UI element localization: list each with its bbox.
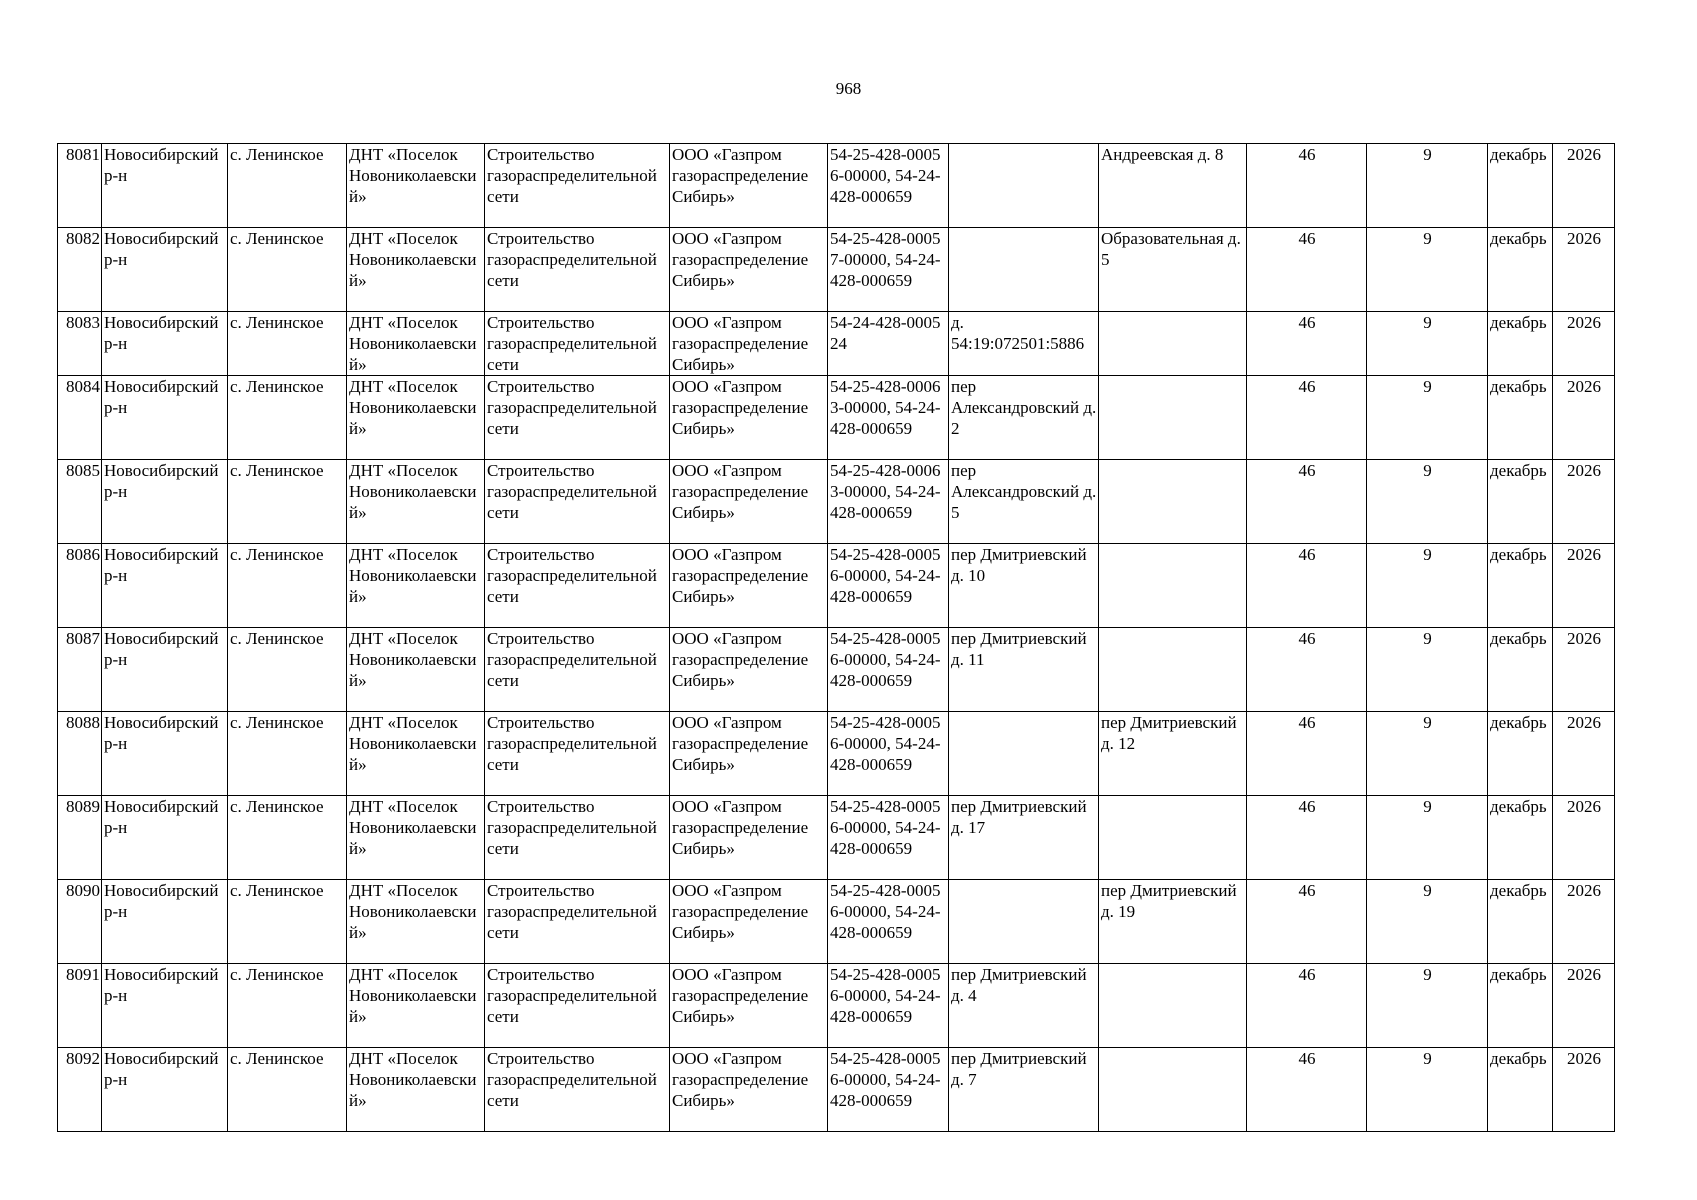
locality-cell: ДНТ «Поселок Новониколаевский» bbox=[347, 712, 485, 796]
value-46-cell: 46 bbox=[1247, 964, 1367, 1048]
address-alt-cell: пер Дмитриевский д. 12 bbox=[1099, 712, 1247, 796]
work-type-cell: Строительство газораспределительной сети bbox=[485, 796, 670, 880]
address-alt-cell: пер Дмитриевский д. 19 bbox=[1099, 880, 1247, 964]
year-cell: 2026 bbox=[1553, 796, 1615, 880]
row-number: 8090 bbox=[58, 880, 102, 964]
locality-cell: ДНТ «Поселок Новониколаевский» bbox=[347, 964, 485, 1048]
month-cell: декабрь bbox=[1488, 228, 1553, 312]
month-cell: декабрь bbox=[1488, 460, 1553, 544]
value-9-cell: 9 bbox=[1367, 712, 1488, 796]
address-cell bbox=[949, 712, 1099, 796]
address-alt-cell bbox=[1099, 312, 1247, 376]
year-cell: 2026 bbox=[1553, 1048, 1615, 1132]
organization-cell: ООО «Газпром газораспределение Сибирь» bbox=[670, 312, 828, 376]
settlement-cell: с. Ленинское bbox=[228, 376, 347, 460]
value-9-cell: 9 bbox=[1367, 1048, 1488, 1132]
organization-cell: ООО «Газпром газораспределение Сибирь» bbox=[670, 228, 828, 312]
value-46-cell: 46 bbox=[1247, 144, 1367, 228]
value-9-cell: 9 bbox=[1367, 228, 1488, 312]
month-cell: декабрь bbox=[1488, 544, 1553, 628]
settlement-cell: с. Ленинское bbox=[228, 628, 347, 712]
address-alt-cell bbox=[1099, 376, 1247, 460]
value-46-cell: 46 bbox=[1247, 880, 1367, 964]
table-row bbox=[58, 712, 1615, 796]
year-cell: 2026 bbox=[1553, 880, 1615, 964]
value-9-cell: 9 bbox=[1367, 628, 1488, 712]
month-cell: декабрь bbox=[1488, 796, 1553, 880]
month-cell: декабрь bbox=[1488, 1048, 1553, 1132]
address-cell: пер Александровский д. 5 bbox=[949, 460, 1099, 544]
table-row bbox=[58, 228, 1615, 312]
table-row bbox=[58, 796, 1615, 880]
locality-cell: ДНТ «Поселок Новониколаевский» bbox=[347, 796, 485, 880]
settlement-cell: с. Ленинское bbox=[228, 460, 347, 544]
address-cell: пер Дмитриевский д. 11 bbox=[949, 628, 1099, 712]
address-alt-cell: Андреевская д. 8 bbox=[1099, 144, 1247, 228]
table-row bbox=[58, 964, 1615, 1048]
value-9-cell: 9 bbox=[1367, 144, 1488, 228]
table-row bbox=[58, 460, 1615, 544]
district-cell: Новосибирский р-н bbox=[102, 460, 228, 544]
organization-cell: ООО «Газпром газораспределение Сибирь» bbox=[670, 1048, 828, 1132]
table-row bbox=[58, 144, 1615, 228]
row-number: 8092 bbox=[58, 1048, 102, 1132]
locality-cell: ДНТ «Поселок Новониколаевский» bbox=[347, 628, 485, 712]
address-cell: пер Дмитриевский д. 10 bbox=[949, 544, 1099, 628]
district-cell: Новосибирский р-н bbox=[102, 796, 228, 880]
work-type-cell: Строительство газораспределительной сети bbox=[485, 460, 670, 544]
organization-cell: ООО «Газпром газораспределение Сибирь» bbox=[670, 880, 828, 964]
address-alt-cell bbox=[1099, 796, 1247, 880]
locality-cell: ДНТ «Поселок Новониколаевский» bbox=[347, 544, 485, 628]
value-46-cell: 46 bbox=[1247, 376, 1367, 460]
address-cell: д. 54:19:072501:5886 bbox=[949, 312, 1099, 376]
settlement-cell: с. Ленинское bbox=[228, 144, 347, 228]
cadastre-cell: 54-25-428-00056-00000, 54-24-428-000659 bbox=[828, 964, 949, 1048]
year-cell: 2026 bbox=[1553, 144, 1615, 228]
table-row bbox=[58, 628, 1615, 712]
settlement-cell: с. Ленинское bbox=[228, 712, 347, 796]
address-cell bbox=[949, 228, 1099, 312]
table-row bbox=[58, 880, 1615, 964]
organization-cell: ООО «Газпром газораспределение Сибирь» bbox=[670, 544, 828, 628]
value-9-cell: 9 bbox=[1367, 880, 1488, 964]
year-cell: 2026 bbox=[1553, 312, 1615, 376]
locality-cell: ДНТ «Поселок Новониколаевский» bbox=[347, 144, 485, 228]
organization-cell: ООО «Газпром газораспределение Сибирь» bbox=[670, 628, 828, 712]
table-row bbox=[58, 312, 1615, 376]
cadastre-cell: 54-25-428-00056-00000, 54-24-428-000659 bbox=[828, 712, 949, 796]
row-number: 8087 bbox=[58, 628, 102, 712]
cadastre-cell: 54-24-428-000524 bbox=[828, 312, 949, 376]
address-cell bbox=[949, 144, 1099, 228]
value-46-cell: 46 bbox=[1247, 460, 1367, 544]
district-cell: Новосибирский р-н bbox=[102, 964, 228, 1048]
organization-cell: ООО «Газпром газораспределение Сибирь» bbox=[670, 376, 828, 460]
cadastre-cell: 54-25-428-00056-00000, 54-24-428-000659 bbox=[828, 628, 949, 712]
organization-cell: ООО «Газпром газораспределение Сибирь» bbox=[670, 796, 828, 880]
work-type-cell: Строительство газораспределительной сети bbox=[485, 964, 670, 1048]
address-cell: пер Дмитриевский д. 7 bbox=[949, 1048, 1099, 1132]
month-cell: декабрь bbox=[1488, 628, 1553, 712]
row-number: 8091 bbox=[58, 964, 102, 1048]
address-alt-cell bbox=[1099, 1048, 1247, 1132]
cadastre-cell: 54-25-428-00056-00000, 54-24-428-000659 bbox=[828, 796, 949, 880]
organization-cell: ООО «Газпром газораспределение Сибирь» bbox=[670, 144, 828, 228]
month-cell: декабрь bbox=[1488, 376, 1553, 460]
month-cell: декабрь bbox=[1488, 712, 1553, 796]
address-cell: пер Дмитриевский д. 17 bbox=[949, 796, 1099, 880]
value-46-cell: 46 bbox=[1247, 712, 1367, 796]
settlement-cell: с. Ленинское bbox=[228, 544, 347, 628]
cadastre-cell: 54-25-428-00056-00000, 54-24-428-000659 bbox=[828, 1048, 949, 1132]
address-alt-cell bbox=[1099, 460, 1247, 544]
locality-cell: ДНТ «Поселок Новониколаевский» bbox=[347, 1048, 485, 1132]
cadastre-cell: 54-25-428-00056-00000, 54-24-428-000659 bbox=[828, 544, 949, 628]
work-type-cell: Строительство газораспределительной сети bbox=[485, 228, 670, 312]
district-cell: Новосибирский р-н bbox=[102, 228, 228, 312]
settlement-cell: с. Ленинское bbox=[228, 312, 347, 376]
value-46-cell: 46 bbox=[1247, 228, 1367, 312]
settlement-cell: с. Ленинское bbox=[228, 880, 347, 964]
year-cell: 2026 bbox=[1553, 964, 1615, 1048]
row-number: 8082 bbox=[58, 228, 102, 312]
organization-cell: ООО «Газпром газораспределение Сибирь» bbox=[670, 964, 828, 1048]
district-cell: Новосибирский р-н bbox=[102, 144, 228, 228]
district-cell: Новосибирский р-н bbox=[102, 880, 228, 964]
work-type-cell: Строительство газораспределительной сети bbox=[485, 376, 670, 460]
locality-cell: ДНТ «Поселок Новониколаевский» bbox=[347, 460, 485, 544]
work-type-cell: Строительство газораспределительной сети bbox=[485, 628, 670, 712]
month-cell: декабрь bbox=[1488, 312, 1553, 376]
address-cell: пер Александровский д. 2 bbox=[949, 376, 1099, 460]
district-cell: Новосибирский р-н bbox=[102, 312, 228, 376]
district-cell: Новосибирский р-н bbox=[102, 628, 228, 712]
locality-cell: ДНТ «Поселок Новониколаевский» bbox=[347, 312, 485, 376]
row-number: 8084 bbox=[58, 376, 102, 460]
locality-cell: ДНТ «Поселок Новониколаевский» bbox=[347, 376, 485, 460]
table-row bbox=[58, 376, 1615, 460]
settlement-cell: с. Ленинское bbox=[228, 964, 347, 1048]
organization-cell: ООО «Газпром газораспределение Сибирь» bbox=[670, 712, 828, 796]
address-cell bbox=[949, 880, 1099, 964]
row-number: 8088 bbox=[58, 712, 102, 796]
row-number: 8083 bbox=[58, 312, 102, 376]
organization-cell: ООО «Газпром газораспределение Сибирь» bbox=[670, 460, 828, 544]
register-table bbox=[57, 143, 1615, 1132]
value-9-cell: 9 bbox=[1367, 376, 1488, 460]
table-row bbox=[58, 1048, 1615, 1132]
address-alt-cell bbox=[1099, 544, 1247, 628]
cadastre-cell: 54-25-428-00057-00000, 54-24-428-000659 bbox=[828, 228, 949, 312]
work-type-cell: Строительство газораспределительной сети bbox=[485, 144, 670, 228]
value-9-cell: 9 bbox=[1367, 964, 1488, 1048]
month-cell: декабрь bbox=[1488, 144, 1553, 228]
value-46-cell: 46 bbox=[1247, 628, 1367, 712]
settlement-cell: с. Ленинское bbox=[228, 796, 347, 880]
value-46-cell: 46 bbox=[1247, 1048, 1367, 1132]
district-cell: Новосибирский р-н bbox=[102, 544, 228, 628]
locality-cell: ДНТ «Поселок Новониколаевский» bbox=[347, 228, 485, 312]
work-type-cell: Строительство газораспределительной сети bbox=[485, 1048, 670, 1132]
work-type-cell: Строительство газораспределительной сети bbox=[485, 880, 670, 964]
year-cell: 2026 bbox=[1553, 228, 1615, 312]
row-number: 8081 bbox=[58, 144, 102, 228]
district-cell: Новосибирский р-н bbox=[102, 712, 228, 796]
row-number: 8085 bbox=[58, 460, 102, 544]
locality-cell: ДНТ «Поселок Новониколаевский» bbox=[347, 880, 485, 964]
value-46-cell: 46 bbox=[1247, 544, 1367, 628]
settlement-cell: с. Ленинское bbox=[228, 228, 347, 312]
district-cell: Новосибирский р-н bbox=[102, 376, 228, 460]
cadastre-cell: 54-25-428-00056-00000, 54-24-428-000659 bbox=[828, 880, 949, 964]
address-alt-cell: Образовательная д. 5 bbox=[1099, 228, 1247, 312]
address-alt-cell bbox=[1099, 628, 1247, 712]
page-number: 968 bbox=[835, 79, 862, 98]
month-cell: декабрь bbox=[1488, 880, 1553, 964]
table-row bbox=[58, 544, 1615, 628]
register-rows bbox=[58, 144, 1615, 1132]
year-cell: 2026 bbox=[1553, 460, 1615, 544]
work-type-cell: Строительство газораспределительной сети bbox=[485, 544, 670, 628]
row-number: 8086 bbox=[58, 544, 102, 628]
address-cell: пер Дмитриевский д. 4 bbox=[949, 964, 1099, 1048]
work-type-cell: Строительство газораспределительной сети bbox=[485, 312, 670, 376]
cadastre-cell: 54-25-428-00063-00000, 54-24-428-000659 bbox=[828, 460, 949, 544]
year-cell: 2026 bbox=[1553, 544, 1615, 628]
value-9-cell: 9 bbox=[1367, 312, 1488, 376]
year-cell: 2026 bbox=[1553, 712, 1615, 796]
address-alt-cell bbox=[1099, 964, 1247, 1048]
work-type-cell: Строительство газораспределительной сети bbox=[485, 712, 670, 796]
value-9-cell: 9 bbox=[1367, 460, 1488, 544]
district-cell: Новосибирский р-н bbox=[102, 1048, 228, 1132]
cadastre-cell: 54-25-428-00056-00000, 54-24-428-000659 bbox=[828, 144, 949, 228]
value-9-cell: 9 bbox=[1367, 544, 1488, 628]
row-number: 8089 bbox=[58, 796, 102, 880]
value-46-cell: 46 bbox=[1247, 312, 1367, 376]
month-cell: декабрь bbox=[1488, 964, 1553, 1048]
year-cell: 2026 bbox=[1553, 376, 1615, 460]
cadastre-cell: 54-25-428-00063-00000, 54-24-428-000659 bbox=[828, 376, 949, 460]
value-46-cell: 46 bbox=[1247, 796, 1367, 880]
year-cell: 2026 bbox=[1553, 628, 1615, 712]
settlement-cell: с. Ленинское bbox=[228, 1048, 347, 1132]
value-9-cell: 9 bbox=[1367, 796, 1488, 880]
